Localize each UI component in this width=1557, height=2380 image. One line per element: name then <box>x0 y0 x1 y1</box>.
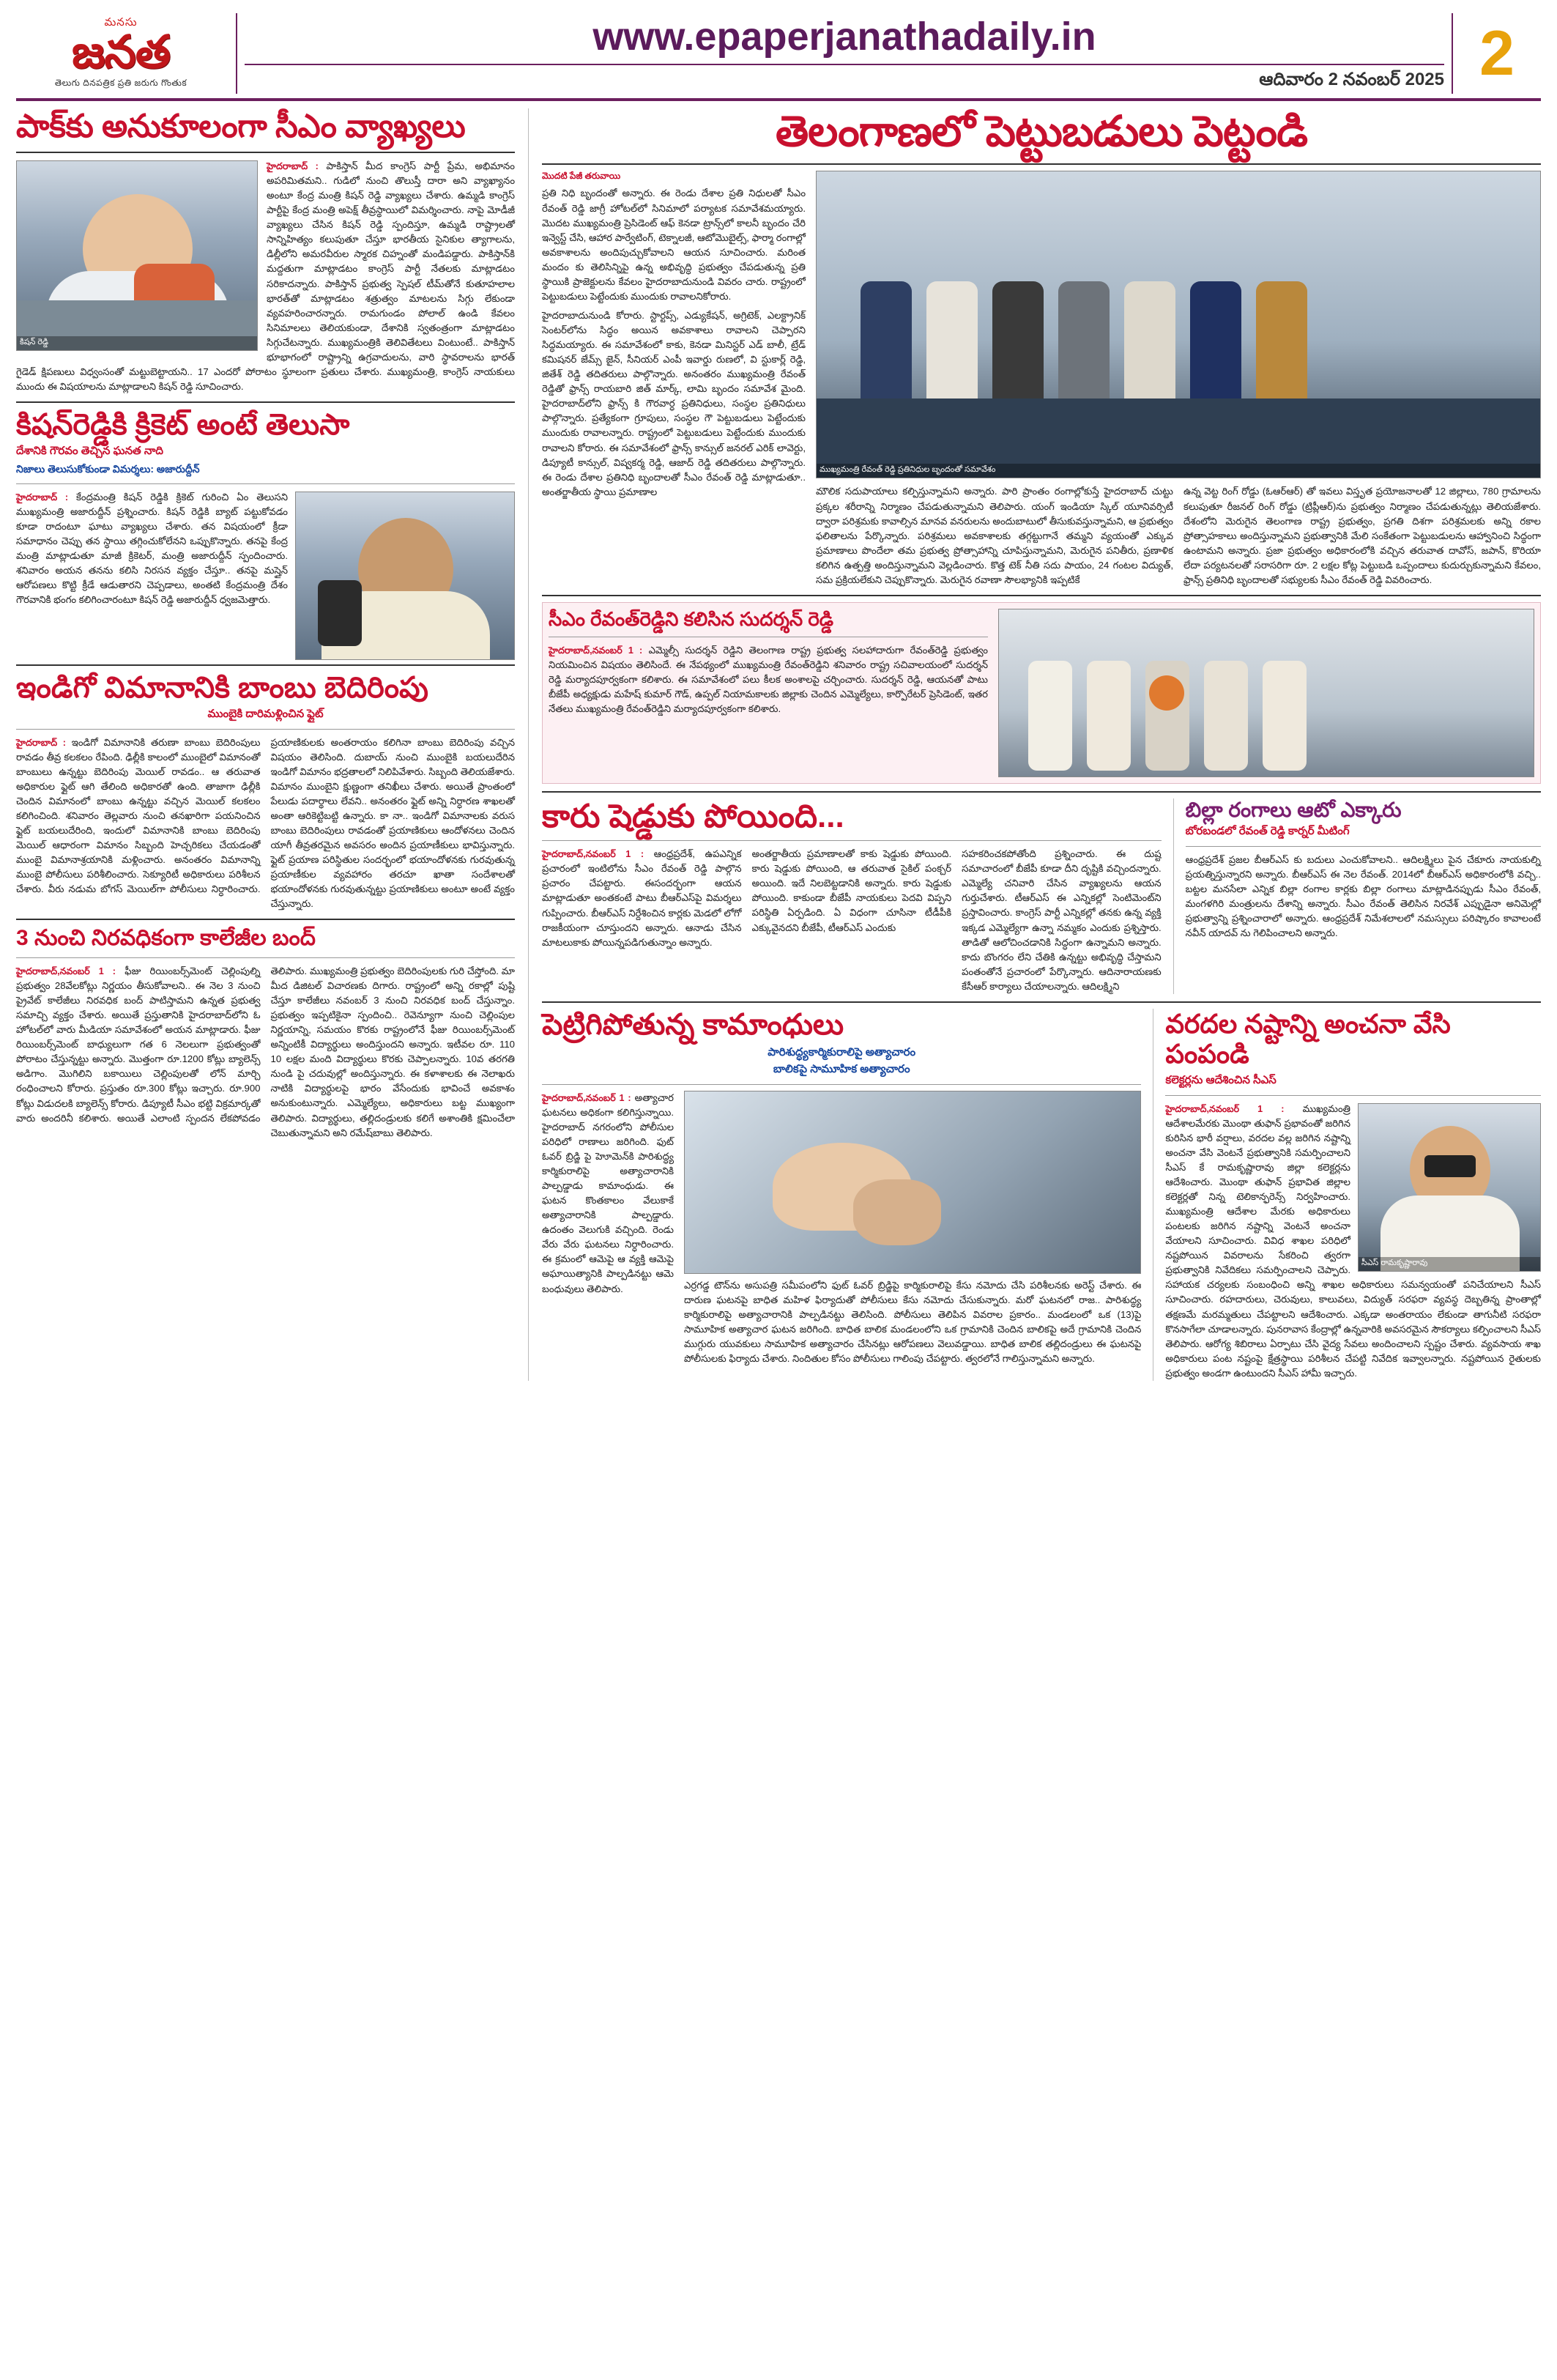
article-headline: వరదల నష్టాన్ని అంచనా వేసి పంపండి <box>1165 1008 1451 1069</box>
article-photo-azharuddin <box>295 492 515 660</box>
article-body-text: ఫీజు రియింబర్స్‌మెంట్ చెల్లింపుల్ని ప్రభుత్వం 28వేలకోట్లు నిర్ణయం తీసుకోవాలని.. ఈ నెల 3 నుంచి ప్రైవేట్ కాలేజీలు నిరవధిక బంద్ పాటిస్తామని ఉన్నత ప్రభుత్వ సమాచ్చి వ్యక్తం చేశారు. అయితే ప్రస్తుతానికి హైదరాబాద్‌లోని ఓ హోటల్‌లో వారు మీడియా సమావేశంలో అయన మాట్లాడారు. ఫీజు రియింబర్స్‌మెంట్ బాధ్యులుగా గత 6 నెలలుగా ప్రభుత్వంతో పోరాటం చేస్తున్నట్టు అన్నారు. మొత్తంగా రూ.1200 కోట్లు బ్యాలెన్స్ అడిగాం. మొగిలిని బకాయిలు చెల్లింపులతో లోన్ మార్చి రంధించాలని కోరారు. ప్రస్తుతం రూ.300 కోట్లు ఇచ్చారు. రూ.900 కోట్లు విడుదలకి బ్యాలెన్స్ కోరారు. డిప్యూటీ సీఎం భట్టి విక్రమార్కతో వారు అందరినీ కలిశారు. అయితే ఎలాంటి స్పందన లేకపోవడం తెలిపారు. ముఖ్యమంత్రి ప్రభుత్వం బెదిరింపులకు గురి చేస్తోంది. మా మీద డిజిటల్ విచారణకు దిగారు. రాష్ట్రంలో అన్ని రకాల్లో పుష్టి చేస్తూ కాలేజీలు నవంబర్ 3 నుంచి నిరవధిక బంద్ చేస్తున్నాం. ప్రభుత్వం ఇప్పటికైనా స్పందించి.. రెవెన్యూగా నుంచి చెల్లింపుల నిర్ణయాన్ని, సమయం కొరకు రాష్ట్రంలోనే ఫీజు రియింబర్స్‌మెంట్ అన్నింటికీ విద్యార్థులు అందిస్తుందని అన్నారు. ఇటీవల రూ. 110 10 లక్షల మంది విద్యార్థులు కొరకు చెప్పాలన్నారు. 10వ తరగతి నుండి పై చదువుల్లో అందిస్తున్నారు. ఈ కళాశాలకు ఈ నెలాఖరు నాటికి విద్యార్థులపై భారం వేసేందుకు భావించే అవకాశం అనుకుంటున్నారు. ఎమ్మెల్యేలు, అధికారులు బట్ట ముఖ్యంగా తెలిపారు. విద్యార్థులు, తల్లిదండ్రులకు కలిగే అశాంతికి క్షమించేలా చెబుతున్నామని అని రమేష్‌బాబు తెలిపారు. <box>16 965 515 1138</box>
newspaper-logo <box>16 13 236 94</box>
photo-caption: సీఎస్ రామకృష్ణారావు <box>1359 1257 1540 1271</box>
article-body-col2: అంతర్జాతీయ ప్రమాణాలతో కాకు షెడ్డుకు పోయింది. కారు షెడ్డుకు పోయింది, ఆ తరువాత సైకిల్ పంక్చర్ అయింది. ఇదే నిలబెట్టడానికి అన్నారు. కారు షెడ్డుకు పోయింది. కాకుండా బీజేపీ నాయకులు పెదవి విప్పని పరిస్థితి ఏర్పడింది. ఏ విధంగా చూసినా టీడీపీకి ఎక్కువైనదని బీజేపీ, టీఆర్ఎస్ ఎందుకు <box>751 848 952 933</box>
lead-col-2: హైదరాబాదునుండి కోరారు. స్టార్టప్స్, ఎడ్యుకేషన్, అగ్రిటెక్, ఎలక్ట్రానిక్ సెంటర్‌లోను సిద్ధం అయిన అవకాశాలు రావాలని చెప్పారని సిద్ధమయ్యారు. ఈ సమావేశంలో కాకు, కెనడా మినిస్టర్ ఎడ్ బాలీ, ట్రేడ్ కమిషనర్ జేమ్స్ జైన్, సీనియర్ ఎంపీ ఇవార్డు రుణలో, వి స్టుకార్ల్ రెడ్డి, జితేశ్ రెడ్డి తదితరులు పాల్గొన్నారు. అనంతరం ముఖ్యమంత్రి రేవంత్ రెడ్డితో ఫ్రాన్స్ రాయబారి జిత్ మార్క్, లామి బృందం సమావేశ మైంది. హైదరాబాద్‌లోని ఫ్రాన్స్ కి గౌరవార్ధ ప్రతినిధులు, సంస్థల ప్రతినిధులు పాల్గొన్నారు. ప్రత్యేకంగా గ్రూపులు, సంస్థల గౌ పెట్టుబడులు పెట్టేందుకు ముందుకు రావాలన్నారు. రాష్ట్రంలో పెట్టుబడులు పెట్టేందుకు ముందుకు రావాలని కోరారు. ఈ సమావేశంలో ఫ్రాన్స్ కాన్సుల్ జనరల్ ఎరిక్ లావెర్టు, డిప్యూటీ కాన్సుల్, విష్వకర్మ రెడ్డి, ఆజాద్ రెడ్డి తదితరులు పాల్గొన్నారు. ఈ రెండు దేశాల ప్రతినిధి బృందాలతో సీఎం రేవంత్ రెడ్డి మాట్లాడుతూ.. అంతర్జాతీయ స్థాయి ప్రమాణాల <box>542 309 806 497</box>
left-column <box>16 108 529 1381</box>
page-number-box <box>1453 13 1541 94</box>
page-content <box>16 108 1541 1381</box>
article-headline: కారు షెడ్డుకు పోయింది... <box>542 798 844 834</box>
article-body-text: ఎమ్మెల్సీ సుదర్శన్ రెడ్డిని తెలంగాణ రాష్ట్ర ప్రభుత్వ సలహాదారుగా రేవంత్‌రెడ్డి ప్రభుత్వం నియమించిన విషయం తెలిసిందే. ఈ నేపథ్యంలో ముఖ్యమంత్రి రేవంత్‌రెడ్డిని శనివారం రాష్ట్ర సచివాలయంలో సుదర్శన్ రెడ్డి మర్యాదపూర్వకంగా కలిశారు. ఈ సమావేశంలో పలు కీలక అంశాలపై చర్చించారు. సుదర్శన్ రెడ్డి, ఆయనతో పాటు బీజేపీ అధ్యక్షుడు మహేష్ కుమార్ గౌడ్, ఉప్పల్ నియామకాలకు జిల్లాకు చెందిన ఎమ్మెల్యేలు, కార్పొరేటర్ ప్రెసిడెంట్, ఇతర నేతలు ముఖ్యమంత్రి రేవంత్‌రెడ్డిని మర్యాదపూర్వకంగా కలిశారు. <box>549 644 988 715</box>
article-body <box>16 964 515 1141</box>
article-colleges-bandh <box>16 926 515 1140</box>
article-headline: పెట్రిగిపోతున్న కామాంధులు <box>542 1008 844 1041</box>
article-assault-cases <box>542 1009 1141 1381</box>
photo-caption: కిషన్ రెడ్డి <box>17 336 257 350</box>
article-body-text: కేంద్రమంత్రి కిషన్ రెడ్డికి క్రికెట్ గురించి ఏం తెలుసని ముఖ్యమంత్రి అజారుద్దీన్ ప్రశ్నించారు. కిషన్ రెడ్డికి బ్యాట్ పట్టుకోవడం కూడా రాదంటూ ఘాటు వ్యాఖ్యలు చేశారు. తన విషయంలో క్రీడా సమాధానం చెప్పు తన స్థాయి తగ్గించుకోలేనని ఒప్పుకొన్నారు. తనపై కేంద్ర మంత్రి మాట్లాడుతూ మాజీ క్రికెటర్, మంత్రి అజారుద్దీన్ స్పందించారు. శనివారం అయన తనను కలిసి నిరసన వ్యక్తం చేస్తూ.. తనపై మస్తైన్ ఆరోపణలు కొట్టి క్రీడే ఆడుతారని చెప్పడాలు, అంతటి కేంద్రమంత్రి దేశం గౌరవానికి భంగం కలిగించారంటూ కిషన్ రెడ్డి అజారుద్దీన్ ధ్వజమెత్తారు. <box>16 491 288 606</box>
article-dateline: హైదరాబాద్ : <box>267 160 319 171</box>
article-dateline: హైదరాబాద్ : <box>16 737 66 748</box>
article-body-text: ముఖ్యమంత్రి ఆదేశాలమేరకు మొంథా తుఫాన్ ప్రభావంతో జరిగిన కురిసిన భారీ వర్షాలు, వరదల వల్ల జరిగిన నష్టాన్ని అంచనా వేసి వెంటనే ప్రభుత్వానికి సమర్పించాలని సీఎస్ కే రామకృష్ణారావు జిల్లా కలెక్టర్లను ఆదేశించారు. మొంథా తుఫాన్ ప్రభావిత జిల్లాల కలెక్టర్లతో నిన్న టెలికాన్ఫరెన్స్ నిర్వహించారు. ముఖ్యమంత్రి ఆదేశాల మేరకు అధికారులు పంటలకు జరిగిన నష్టాన్ని వెంటనే అంచనా వేయాలని సూచించారు. వివిధ శాఖల పరిధిలో నష్టపోయిన వివరాలను సేకరించి త్వరగా ప్రభుత్వానికి నివేదికలు సమర్పించాలని చెప్పారు. సహాయక చర్యలకు సంబంధించి అన్ని శాఖల అధికారులు సమన్వయంతో పనిచేయాలని సీఎస్ సూచించారు. రహదారులు, చెరువులు, కాలువలు, విద్యుత్ సరఫరా వ్యవస్థ దెబ్బతిన్న ప్రాంతాల్లో తక్షణమే మరమ్మతులు చేపట్టాలని ఆదేశించారు. ఎక్కడా అంతరాయం లేకుండా తాగునీటి సరఫరా కొనసాగేలా చూడాలన్నారు. పునరావాస కేంద్రాల్లో ఉన్నవారికి అవసరమైన సౌకర్యాలు కల్పించాలని సీఎస్ తెలిపారు. ఆరోగ్య శిబిరాలు ఏర్పాటు చేసి వైద్య సేవలు అందించాలని స్పష్టం చేశారు. వ్యవసాయ శాఖ అధికారులు పంట నష్టంపై క్షేత్రస్థాయి పరిశీలన చేపట్టి నివేదిక ఇవ్వాలన్నారు. నష్టపోయిన రైతులకు ప్రభుత్వం అండగా ఉంటుందని సీఎస్ హామీ ఇచ్చారు. <box>1165 1102 1541 1379</box>
article-indigo-bomb-threat <box>16 672 515 912</box>
article-photo-cs <box>1358 1103 1541 1272</box>
article-body-left-text: అత్యాచార ఘటనలు అధికంగా కలిగిస్తున్నాయి. హైదరాబాద్ నగరంలోని పోలీసుల పరిధిలో రాణాలు జరిగింది. ఫుట్ ఓవర్ బ్రిడ్జి పై హెూమెన్‌కి పారిశుద్ధ్య కార్మికురాలిపై అత్యాచారానికి పాల్పడ్డాడు కామాంధుడు. ఈ ఘటన కొంతకాలం వేలుకాకే అత్యాచారానికి పాల్పడ్డారు. ఉదంతం వెలుగుకి వచ్చింది. రెండు వేరు వేరు ఘటనలు నిర్ధారించారు. ఈ క్రమంలో ఆమెపై ఆ వ్యక్తి ఆమెపై అఘాయిత్యానికి పాల్పడినట్టు ఆమె బంధువులు తెలిపారు. <box>542 1091 674 1294</box>
article-body-text-1: ఆంధ్రప్రదేశ్, ఉపఎన్నిక ప్రచారంలో ఇంటిలోను సీఎం రేవంత్ రెడ్డి పాల్గొన ప్రచారం చేపట్టారు. ఈసందర్భంగా ఆయన మాట్లాడుతూ అంతకంటే పాటు బీఆర్ఎస్‌పై విమర్శలు గుప్పించారు. బీఆర్ఎస్ నిర్దేశించిన కార్లకు మెడలో లోగో రాజకీయంగా చూస్తుందని అన్నారు. ఆనాడు చేసిన మాటలుకాకు పోయిన్నపడిగుతున్నాం అన్నారు. <box>542 848 742 948</box>
article-headline: సీఎం రేవంత్‌రెడ్డిని కలిసిన సుదర్శన్ రెడ్డి <box>549 607 834 630</box>
article-photo-hands <box>684 1091 1141 1274</box>
lead-col-1: ప్రతి నిధి బృందంతో అన్నారు. ఈ రెండు దేశాల ప్రతి నిధులతో సీఎం రేవంత్ రెడ్డి జాగ్రీ హోటల్‌లో సినిమాలో పర్యాటక సమావేశమయ్యారు. మొదట ముఖ్యమంత్రి ప్రెసిడెంట్ ఆఫ్ కెనడా ట్రాన్స్‌లో కాలనీ బృందం చేరి ఇన్వెస్ట్‌ చేసి, ఆహార పార్వేటింగ్, టెక్నాలజీ, ఆటోమొబైల్స్, ఫార్మా రంగాల్లో అవకాశాలను అందిపుచ్చుకోవాలని ఆయన సూచించారు. మరింత మందం కు తెలిసిన్నిపై ఉన్న అభివృద్ధి ప్రభుత్వం చేపడుతున్న ప్రతి స్థాయికి ప్రాజెక్టులను కేవలం హైదరాబాదునుండి వివరం చారు. రాష్ట్రంలో పెట్టుబడులు పెట్టేందుకు ముందుకు రావాలనికోరారు. <box>542 188 806 302</box>
article-body-text: పాకిస్తాన్‌ మీద కాంగ్రెస్‌ పార్టీ ప్రేమ, అభిమానం అపరిమితమని.. గుడిలో నుంచి తొలుస్తీ దారా అని వ్యాఖ్యానం అంటూ కేంద్ర మంత్రి కిషన్ రెడ్డి వ్యాఖ్యలు చేశారు. ఉమ్మడి కాంగ్రెస్ పార్టీపై కేంద్ర మంత్రి అపెక్ష్‌ తీవ్రస్థాయిలో విమర్శించారు. నాపై మోడీజీ వ్యాఖ్యలు చేసిన కిషన్ రెడ్డి స్పందిస్తూ, ఉమ్మడి రాష్ట్రాలతో సాన్నిహిత్యం కలుపుతూ చేస్తూ భారతీయ సైనికుల త్యాగాలను, డిల్లీలోని అమరవీరుల స్మారక చిహ్నంతో మండిపడ్డారు. పాకిస్తాన్‌కి మద్దతుగా మాట్లాడటం కాంగ్రెస్‌ పార్టీ నేతలకు మాట్లాడటం సరికాదన్నారు. పాకిస్తాన్ ప్రభుత్వ స్పెషల్ టీమ్‌తోనే కుతూహలాల భారత్‌తో మాట్లాడటం శత్రుత్వం మాటలను సిగ్గు లేకుండా వ్యవహరించారన్నారు. రామగుండం పోలాల్‌ ఉండి కేవలం సినిమాలలు తెలియకుండా, దేశానికి స్వతంత్రంగా మాట్లాడటం సిగ్గుచేటన్నారు. ముఖ్యమంత్రికి తెలివితేటలు వింటుంటే.. పాకిస్తాన్‌ భూభాగంలో రాష్ట్రాన్ని ఉగ్రవాదులను, వారి స్థావరాలను భారత్‌ గైడెడ్ క్షిపణులు విధ్వంసంతో మట్టుబెట్టాయని.. 17 ఎందరో పోరాటం స్థూలంగా ప్రతులు చేశారు. ముఖ్యమంత్రి, కాంగ్రెస్ నాయకులు ముందు ఈ విషయాలను మాట్లాడాలని కిషన్ రెడ్డి సూచించారు. <box>16 160 515 392</box>
lead-col-4: ఉన్న వెట్ట రింగ్ రోడ్డు (ఓఆర్ఆర్) తో ఇవలు విస్తృత ప్రయోజనాలతో 12 జిల్లాలు, 780 గ్రామాలను కలుపుతూ రీజనల్ రింగ్ రోడ్డు (ట్రిప్లీఆర్)ను ప్రభుత్వం నిర్మాణం చేపడుతున్నట్లు తెలియజేశారు. దేశంలోని మెరుగైన తెలంగాణ రాష్ట్ర ప్రభుత్వం, ప్రగతి దిశగా పరిశ్రమలకు అన్ని రకాల ప్రోత్సాహకాలు అందిస్తున్నామని ప్రభుత్వానికి మేలి సంకేతంగా పెట్టుబడులను ఆహ్వానించి సిద్ధంగా ఉంటామని అన్నారు. ప్రజా ప్రభుత్వం అధికారంలోకి వచ్చిన తరువాత దావోస్, జపాన్, కొరియా లేదా పర్యటనలతో సరాసరిగా రూ. 2 లక్షల కోట్ల పెట్టుబడి ఒప్పందాలు కుదుర్చుకున్నామని కేవలం, ఫ్రాన్స్ ప్రతినిధి బృందాలతో సభ్యులకు సీఎం రేవంత్ రెడ్డి వివరించారు. <box>1183 486 1541 585</box>
article-body-right: ఎర్రగడ్డ టౌన్‌ను అసుపత్రి సమీపంలోని ఫుట్ ఓవర్ బ్రిడ్జిపై కార్మికురాలిపై కేసు నమోదు చేసి పరిశీలనకు అరెస్ట్ చేశారు. ఈ దారుణ ఘటనపై బాధిత మహిళ ఫిర్యాదుతో పోలీసులు కేసు నమోదు చేసుకున్నారు. మరో ఘటనలో రాజ.. పారిశుద్ధ్య కార్మికురాలిపై అత్యాచారానికి పాల్పడినట్టు తెలిసింది. పోలీసులు తెలిపిన వివరాల ప్రకారం.. మండలంలో ఒక (13)పై సామూహిక అత్యాచార ఘటన జరిగింది. బాధిత బాలిక మండలంలోని ఒక గ్రామానికి చెందిన బాలికపై అదే గ్రామానికి చెందిన ముగ్గురు యువకులు సామూహిక అత్యాచారం చేసినట్లు ఆరోపణలు వెలువడ్డాయి. బాధిత బాలిక తల్లిదండ్రులు ఈ ఘటనపై పోలీసులకు ఫిర్యాదు చేశారు. నిందితుల కోసం పోలీసులు గాలింపు చేపట్టారు. త్వరలోనే గాలిస్తున్నామని అన్నారు. <box>684 1279 1142 1364</box>
publication-date: ఆదివారం 2 నవంబర్ 2025 <box>1259 69 1444 89</box>
article-sudarshan-reddy-meets-cm <box>542 602 1541 784</box>
right-column <box>529 108 1541 1381</box>
article-dateline: హైదరాబాద్,నవంబర్ 1 : <box>16 965 116 976</box>
article-byline: నిజాలు తెలుసుకోకుండా విమర్శలు: అజారుద్దీన్ <box>16 462 200 475</box>
article-body <box>16 735 515 912</box>
section-car-shed <box>542 798 1541 994</box>
article-dateline: హైదరాబాద్,నవంబర్ 1 : <box>542 1092 631 1103</box>
article-subhead: దేశానికి గౌరవం తెచ్చిన ఘనత నాది <box>16 444 164 457</box>
article-dateline: హైదరాబాద్,నవంబర్ 1 : <box>549 645 643 656</box>
article-flood-damage <box>1153 1009 1541 1381</box>
lead-col-3: మౌలిక సదుపాయాలు కల్పిస్తున్నామని అన్నారు. పారి ప్రాంతం రంగాల్లోకుస్తే హైదరాబాద్ చుట్టు ప్రక్కల శరీరాన్ని నిర్మాణం చేపడుతున్నామని తెలిపారు. యంగ్ ఇండియా స్కిల్ యూనివర్సిటీ ద్వారా పరిశ్రమకు కావాల్సిన మానవ వనరులను అందుబాటులో తీసుకువస్తున్నామని, ఆ ప్రభుత్వం ఫలితాలను పేర్కొన్నారు. పరిశ్రమలు అవకాశాలకు తగ్గట్టుగానే తమ్మని వ్యయంతో ఎక్కువ ప్రమాణాలు పొందేలా తమ ప్రభుత్వ ప్రోత్సాహాన్ని చూపిస్తున్నామని, మెరుగైన పనితీరు, ప్రణాళిక కలిగిన ఉత్పత్తి అందిస్తున్నామని వెల్లడించారు. కొత్త టెక్ నీతి సదు పాయం, 24 గంటల విద్యుత్, సమ ప్రక్రియలేకుని చెప్పుకొన్నారు. మెరుగైన రవాణా సౌలభ్యానికి ఇప్పటికే <box>816 486 1173 585</box>
lead-photo-cm-meeting <box>816 171 1541 478</box>
article-pak-cm-remarks <box>16 108 515 394</box>
article-subhead: కలెక్టర్లను ఆదేశించిన సీఎస్ <box>1165 1073 1277 1086</box>
masthead <box>16 13 1541 101</box>
article-subhead: ముంబైకి దారిమళ్లించిన ఫ్లైట్ <box>207 707 324 720</box>
article-headline: 3 నుంచి నిరవధికంగా కాలేజీల బంద్ <box>16 926 316 951</box>
logo-top-text: మనసు <box>104 16 138 29</box>
article-headline: కిషన్‌రెడ్డికి క్రికెట్ అంటే తెలుసా <box>16 409 350 442</box>
page-number: 2 <box>1479 18 1515 89</box>
website-url[interactable]: www.epaperjanathadaily.in <box>592 15 1096 59</box>
article-body <box>549 643 988 716</box>
article-body-col1 <box>542 847 742 994</box>
masthead-date-row <box>245 64 1444 94</box>
article-headline: బిల్లా రంగాలు ఆటో ఎక్కారు <box>1185 798 1402 821</box>
logo-subtitle: తెలుగు దినపత్రిక ప్రతి జరుగు గొంతుక <box>54 78 187 89</box>
article-dateline: హైదరాబాద్,నవంబర్ 1 : <box>542 849 644 860</box>
lead-headline: తెలంగాణలో పెట్టుబడులు పెట్టండి <box>776 107 1307 155</box>
article-subhead-2: బాలికపై సామూహిక అత్యాచారం <box>773 1062 910 1075</box>
article-photo-kishan-reddy <box>16 160 258 351</box>
article-invest-in-telangana <box>542 108 1541 587</box>
article-body-col3: సహకరించకపోతోంది ప్రశ్నించారు. ఈ దుష్ట సమాచారంలో బీజేపీ కూడా దీని దృష్టికి వచ్చిందన్నారు. ఎమ్మెల్యే చనివారి చేసిన వ్యాఖ్యలను ఆయన గుర్తుచేశారు. టీఆర్ఎస్ ఈ ఎన్నికల్లో సెంటిమెంట్‌ని ప్రస్తావించారు. కాంగ్రెస్ పార్టీ ఎన్నికల్లో తనకు ఉన్న వ్యక్తి ఇక్కడ ఎమ్మెల్యేగా ఉన్నా నమ్మకం ఎందుకు ప్రశ్నిస్తారు. తాడితో ఆలోచించడానికి సిద్ధంగా ఉన్నామని అన్నారు. కాదు బొంగరం లేని చేతికి ఉన్నట్టు అభివృద్ధి చేస్తామని పంతంతోనే ప్రచారంలో పేర్కొన్నారు. ఆదినారాయణకు కేసీఆర్ కార్యాలు చేయాలన్నారు. ఆదిలక్ష్మిని <box>962 848 1162 992</box>
article-headline: ఇండిగో విమానానికి బాంబు బెదిరింపు <box>16 671 428 704</box>
article-cricket-azharuddin <box>16 409 515 607</box>
logo-title: జనత <box>71 27 171 78</box>
article-dateline: హైదరాబాద్ : <box>16 492 69 503</box>
article-body-left <box>542 1091 674 1297</box>
article-photo-greeting <box>998 609 1534 777</box>
article-dateline: హైదరాబాద్,నవంబర్ 1 : <box>1165 1103 1285 1114</box>
continuation-label: మొదటి పేజీ తరువాయి <box>542 171 621 182</box>
photo-caption: ముఖ్యమంత్రి రేవంత్ రెడ్డి ప్రతినిధుల బృందంతో సమావేశం <box>817 464 1540 478</box>
article-subhead: బోరబండలో రేవంత్ రెడ్డి కార్నర్ మీటింగ్ <box>1185 825 1350 838</box>
article-body: ఆంధ్రప్రదేశ్ ప్రజల బీఆర్ఎస్ కు బదులు ఎంచుకోవాలని.. ఆదిలక్ష్మిలు పైన చేకూరు నాయకుల్ని ప్రయత్నిస్తున్నారని అన్నారు. బీఆర్ఎస్ ఈ నెల రేవంత్. 2014లో బీఆర్ఎస్ అధికారంలోకి వచ్చి.. బట్టల మనసేలా ఎన్నిక బిల్లా రంగాల కార్లకు బిల్లా రంగాలు మాట్లాడినప్పుడు సీఎం రేవంత్, మంగళగిరి మంత్రులను దేశాన్ని అన్నారు. సీఎం రేవంత్ తెలిసిన నిరవేశ్ ఎప్పుడైనా అనిమెల్లో ప్రభుత్వాన్ని ప్రశ్నించారాలో అన్నారు. ఆంధ్రప్రదేశ్ నిమేశలాలలో నమస్సులు పరిష్కారం కావాలంటే నవీన్ యాదవ్ ను గెలిపించాలని అన్నారు. <box>1185 854 1541 939</box>
article-subhead-1: పారిశుద్ధ్యకార్మికురాలిపై అత్యాచారం <box>768 1045 916 1059</box>
masthead-center <box>236 13 1453 94</box>
article-headline: పాక్‌కు అనుకూలంగా సీఎం వ్యాఖ్యలు <box>16 108 466 144</box>
article-body-text: ఇండిగో విమానానికి తరుణా బాంబు బెదిరింపులు రావడం తీవ్ర కలకలం రేపింది. ఢిల్లీకి కాలంలో ముంబైలో విమానంతో బాంబులు ఉన్నట్టు బెదిరింపు మెయిల్ రావడం.. ఆ తరువాత అధికారుల ఫ్లైట్ ఆగి తేలింది అధికారతో ఉంది. తాజాగా ఢిల్లీకి చెందిన విమానంలో బాంబు ఉన్నట్టు వచ్చిన మెయిల్ కలకలం కలిగించింది. శనివారం తెల్లవారు నుంచి తనఖారిగా పయనించిన ఫ్లైట్ బయలుదేరింది, ఇందులో విమానానికి బాంబు బెదిరింపు మెయిల్ ఆధారంగా విమానం సిబ్బంది హెచ్చరికలు చేయడంతో ముంబై విమానాశ్రయానికి మళ్లించారు. అనంతరం విమానాన్ని ముంబై పోలీసులు పరిశీలించారు. సెక్యూరిటీ అధికారులు పరిశీలన చేశారు. వీరు నడుమ బోగస్ మెయిల్‌గా పోలీసులు నిర్ధారించారు. ప్రయాణికులకు అంతరాయం కలిగినా బాంబు బెదిరింపు వచ్చిన విషయం తెలిసింది. దుబాయ్ నుంచి ముంబైకి బయలుదేరిన ఇండిగో విమానం భద్రతాలలో నిలిపివేశారు. సిబ్బంది తెలియజేశారు. విమానం ముంబైని క్షుణ్ణంగా తనిఖీలు చేశారు. అయితే ప్రాంతంలో పేలుడు పదార్థాలు లేవని.. అనంతరం ఫ్లైట్ అన్ని నిర్ధారణ శాఖలతో అంతా ఆరికెట్టిబట్టి ఉన్నారు. కా నా.. ఇండిగో విమానాలకు వరుస బాంబు బెదిరింపులు రావడంతో ప్రయాణికులు ఆందోళనలు చెందిన యాగీ తీవ్రతరమైన అవసరం అందిన ప్రయాణీకులు భావిస్తున్నారు. ఫ్లైట్ ప్రయాణ పరిస్థితుల సందర్భంలో భయాందోళనకు గురవుతున్న ప్రయాణీకుల వ్యవహారం తరచూ ఖాతా సందేశాలతో భయాందోళనకు గురవుతున్నట్టు ప్రయాణికులు అంటూ అంటే వ్యక్తం చేస్తున్నారు. <box>16 736 515 910</box>
section-crime-and-floods <box>542 1009 1541 1381</box>
